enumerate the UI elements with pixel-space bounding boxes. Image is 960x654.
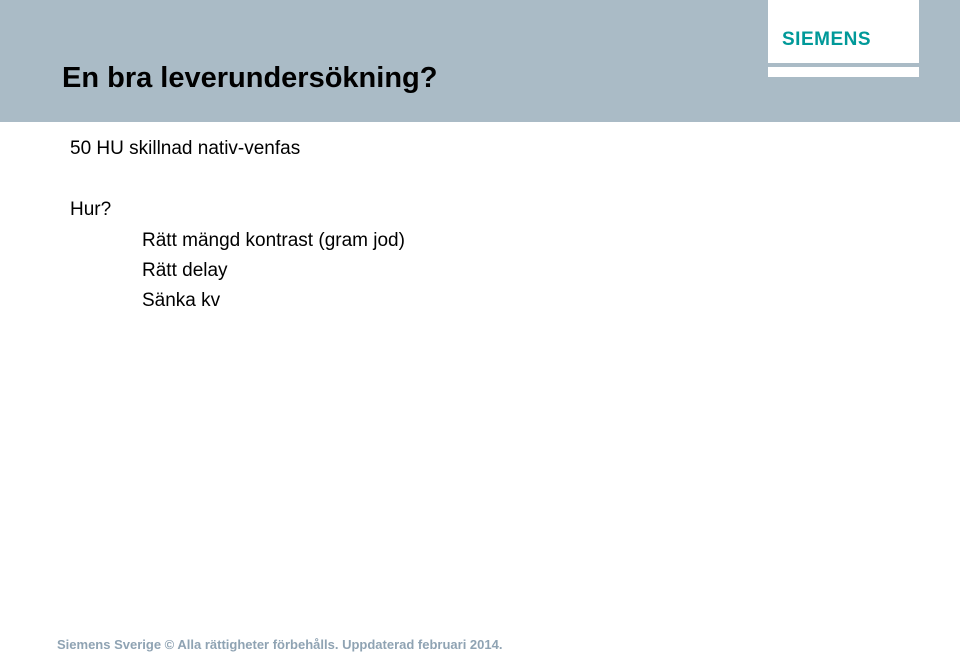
list-item: Sänka kv (142, 290, 221, 311)
logo-strip (768, 67, 919, 77)
question-label: Hur? (70, 199, 112, 220)
siemens-logo (768, 0, 919, 63)
list-item: Rätt mängd kontrast (gram jod) (142, 230, 405, 251)
slide-subtitle: 50 HU skillnad nativ-venfas (70, 138, 301, 159)
footer-copyright: Siemens Sverige © Alla rättigheter förbehålls. Uppdaterad februari 2014. (57, 637, 503, 652)
logo-text: SIEMENS (782, 29, 872, 50)
slide-title: En bra leverundersökning? (62, 62, 438, 94)
answer-list (142, 226, 405, 316)
list-item: Rätt delay (142, 260, 228, 281)
